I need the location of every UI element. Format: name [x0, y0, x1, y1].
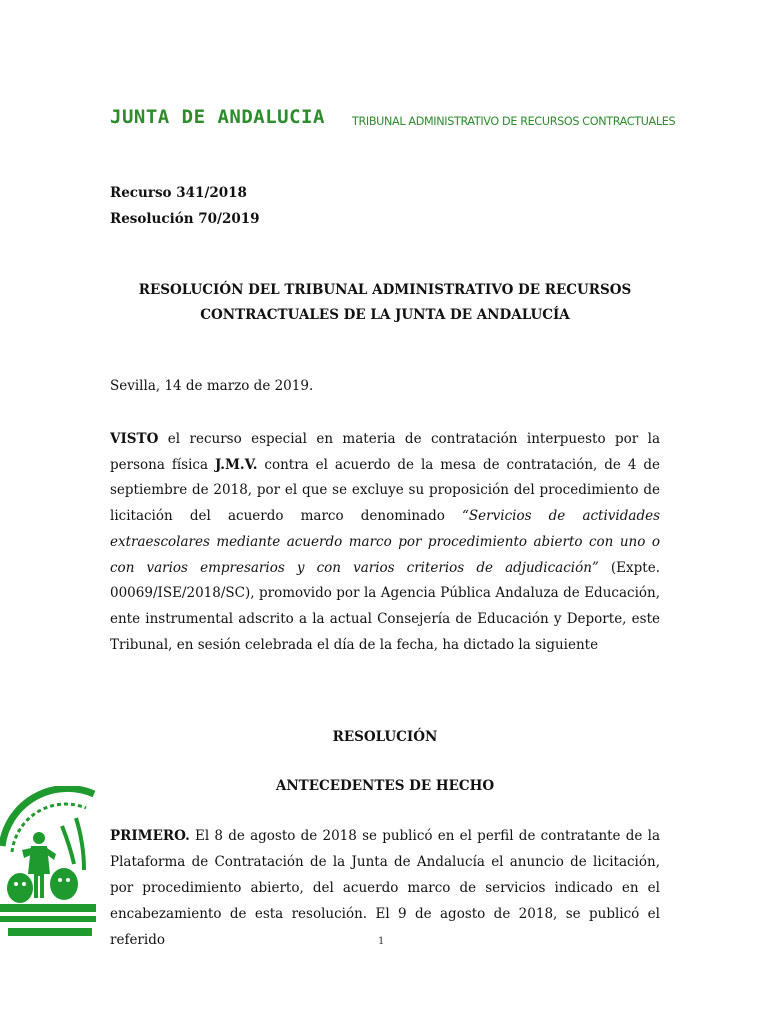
primero-text: El 8 de agosto de 2018 se publicó en el perfil de contratante de la Plataforma de Contratación de la Junta de Andalucía el anuncio de licitación, por procedimiento abierto, del acuerdo marco de servicios indicado en el encabezamiento de esta resolución. El 9 de agosto de 2018, se publicó el referido: [110, 828, 660, 948]
case-references: [110, 180, 260, 232]
visto-text-3: (Expte. 00069/ISE/2018/SC), promovido por la Agencia Pública Andaluza de Educación, ente instrumental adscrito a la actual Consejería de Educación y Deporte, este Tribunal, en sesión celebrada el día de la fecha, ha dictado la siguiente: [110, 559, 660, 653]
title-line-2: CONTRACTUALES DE LA JUNTA DE ANDALUCÍA: [200, 307, 570, 323]
resolucion-number: Resolución 70/2019: [110, 211, 260, 227]
document-date: Sevilla, 14 de marzo de 2019.: [110, 378, 314, 394]
title-line-1: RESOLUCIÓN DEL TRIBUNAL ADMINISTRATIVO DE RECURSOS: [138, 282, 632, 298]
document-title: [110, 278, 660, 328]
resolucion-heading: RESOLUCIÓN: [332, 729, 438, 745]
tribunal-header: TRIBUNAL ADMINISTRATIVO DE RECURSOS CONTRACTUALES: [352, 115, 676, 128]
junta-andalucia-emblem-icon: [0, 786, 96, 938]
primero-paragraph: [110, 823, 660, 953]
visto-lead: VISTO: [110, 431, 159, 447]
antecedentes-heading: ANTECEDENTES DE HECHO: [275, 778, 495, 794]
visto-text-1: el recurso especial en materia de contratación interpuesto por la persona física: [110, 431, 660, 473]
recurso-number: Recurso 341/2018: [110, 185, 247, 201]
visto-person: J.M.V.: [214, 456, 258, 473]
header-logo-text: JUNTA DE ANDALUCIA: [110, 106, 325, 128]
visto-text-2: contra el acuerdo de la mesa de contratación, de 4 de septiembre de 2018, por el que se excluye su proposición del procedimiento de licitación del acuerdo marco denominado: [110, 456, 661, 525]
primero-lead: PRIMERO.: [110, 828, 190, 844]
visto-paragraph: [110, 427, 660, 658]
page-number: 1: [378, 936, 385, 947]
visto-contract-name: “Servicios de actividades extraescolares mediante acuerdo marco por procedimiento abierto con uno o con varios empresarios y con varios criterios de adjudicación”: [110, 508, 660, 576]
